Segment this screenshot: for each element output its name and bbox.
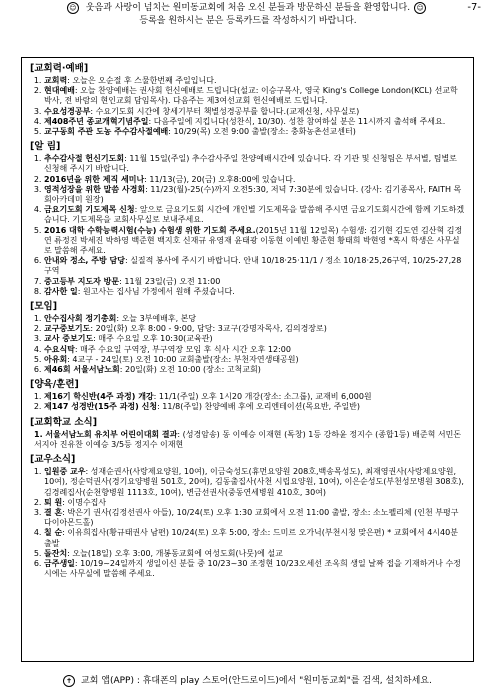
item-title: 제46회 서울서남노회: [44, 365, 120, 375]
item-title: 교회력: [44, 76, 68, 85]
church-app-icon: ✝: [63, 675, 75, 687]
section-title: [교회력·예배]: [30, 63, 89, 74]
section: [30, 63, 465, 137]
item-title: 금요기도회 기도제목 신청: [44, 205, 135, 215]
item-title: 제16기 학신반(4주 과정) 개강: [44, 392, 154, 402]
item-title: 결 혼: [44, 507, 63, 517]
smile-icon: ☺: [67, 2, 79, 14]
item-title: 안수집사회 정기총회: [44, 314, 117, 324]
list-item: [44, 175, 465, 185]
item-title: 중고등부 지도자 방문: [44, 276, 120, 286]
list-item: [44, 154, 465, 174]
item-text: : 20일(화) 오후 8:00 - 9:00, 담당: 3교구(강명자목사, 김의경장로): [90, 324, 327, 334]
item-text: : 11/23(월)-25(수)까지 오전5:30, 저녁 7:30분에 있습니다. (강사: 김기종목사, FAITH 목회아카데미 원장): [44, 184, 462, 205]
smile-icon: ☺: [414, 2, 426, 14]
item-text: : 오늘 찬양예배는 권사회 헌신예배로 드립니다(설교: 이승구목사, 영국 King's College London(KCL) 선교학박사, 전 바람의 현인교회 담임목사). 다음주는 제3여선교회 헌신예배로 드립니다.: [44, 86, 458, 106]
app-footer: [0, 673, 495, 687]
section: [30, 301, 465, 375]
item-title: 수요식탁: [44, 344, 75, 354]
list-item: [44, 277, 465, 287]
item-text: : 매주 수요일 오후 10:30(교육관): [93, 334, 213, 344]
list-item: [44, 256, 465, 276]
list-item: [44, 314, 465, 324]
list-item: [44, 334, 465, 344]
welcome-line-1: 웃음과 사랑이 넘치는 원미동교회에 처음 오신 분들과 방문하신 분들을 환영합니다.: [85, 3, 411, 13]
item-title: 교구중보기도: [44, 324, 91, 334]
list-item: [44, 117, 465, 127]
item-title: 교구동회 주관 도농 주수감사절예배: [44, 127, 169, 137]
section: [30, 379, 465, 412]
item-title: 추수감사절 헌신기도회: [44, 154, 125, 164]
section: [30, 141, 465, 297]
list-item: [44, 392, 465, 402]
item-title: 1. 서울서남노회 유치부 어린이대회 결과: [34, 429, 178, 439]
list-item: [44, 345, 465, 355]
section-title: [알 림]: [30, 141, 61, 153]
list-item: [44, 355, 465, 365]
welcome-line-2: 등록을 원하시는 분은 등록카드를 작성하시기 바랍니다.: [139, 16, 357, 26]
item-title: 퇴 원: [44, 497, 63, 507]
section-title: [교회학교 소식]: [30, 416, 98, 428]
item-text: : 11월 15일(주일) 추수감사주일 찬양예배시간에 있습니다. 각 기관 및 신청팀은 부서별, 팀별로 신청해 주시기 바랍니다.: [44, 154, 457, 174]
item-text: : 박은기 권사(김정선권사 아들), 10/24(토) 오후 1:30 교회에서 오전 11:00 출발, 장소: 소노펠리체 (인천 부평구 다이아몬드홀): [44, 507, 459, 528]
welcome-header: [8, 2, 488, 28]
item-title: 교사 중보기도: [44, 334, 94, 344]
item-text: : 이유희집사(황규태권사 남편) 10/24(토) 오후 5:00, 장소: 드미르 오가닉(부천시청 맞은편) * 교회에서 4시40분 출발: [44, 528, 458, 548]
item-text: : 10/19~24일까지 생일이신 분들 중 10/23~30 조정현 10/23오세선 조옥희 생일 날짜 접을 기재하거나 수정시에는 사무실에 말씀해 주세요.: [44, 558, 461, 579]
item-title: 금주생일: [44, 558, 75, 568]
item-text: : 20일(화) 오전 10:00 (장소: 고척교회): [119, 365, 261, 375]
list-item: [44, 559, 465, 579]
item-text: : 11/8(주일) 찬양예배 후에 오리엔테이션(목요반, 주일반): [157, 402, 361, 412]
section-list: [30, 430, 465, 450]
item-title: 수요성경공부: [44, 106, 91, 116]
item-title: 돌잔치: [44, 548, 68, 558]
list-item: [44, 508, 465, 528]
item-text: : 앞으로 금요기도회 시간에 개인별 기도제목을 말씀해 주시면 금요기도회시간에 함께 기도하겠습니다. 기도제목을 교회사무실로 보내주세요.: [44, 205, 465, 225]
section-title: [모임]: [30, 301, 58, 313]
item-text: : 11/13(금), 20(금) 오후8:00에 있습니다.: [144, 174, 296, 184]
item-text: : 오늘은 오순절 후 스물한번째 주일입니다.: [67, 76, 217, 85]
list-item: [44, 86, 465, 106]
list-item: [44, 185, 465, 205]
section-list: [30, 392, 465, 412]
item-text: : 11월 23일(금) 오전 11:00: [119, 276, 221, 286]
item-title: 제147 성경반(15주 과정) 신청: [44, 402, 158, 412]
item-title: 2016년을 위한 제직 세미나: [44, 174, 145, 184]
item-title: 안내와 정소, 주방 담당: [44, 256, 125, 266]
list-item: [44, 226, 465, 257]
item-text: (2015년 11월 12일목) 수험생: 김기현 김도연 김산혁 김정연 류정진 박세진 박하영 백준현 백지호 신재규 유영재 윤태광 이동현 이예빈 황준현 황태희 박현영 *혹시 학생은 사무실로 말씀해 주세요.: [44, 225, 463, 256]
item-text: : 성재순권사(사랑제요양원, 10여), 이금숙성도(휴먼요양원 208호,백송목성도), 최재영권사(사랑제요양원, 10여), 정순덕권사(경기요양병원 501호, 20여), 김동출집사(사천 시립요양원, 10여), 이은순성도(부천성모병원 308호), 김경례집사(순천향병원 1113호, 10여), 변금선권사(중동연세병원 410호, 30여): [44, 467, 464, 497]
item-text: : 4교구 - 24일(토) 오전 10:00 교회출발(장소: 부천자연생태공원): [67, 354, 299, 364]
item-text: : 10/29(목) 오전 9:00 출발(장소: 충화농촌선교센터): [168, 127, 356, 137]
list-item: [44, 127, 465, 137]
list-item: [44, 205, 465, 225]
section-list: [30, 467, 465, 579]
list-item: [44, 528, 465, 548]
item-text: : 11/1(주일) 오후 1시20 개강(장소: 소그룹), 교재비 6,000원: [153, 392, 372, 402]
item-text: : 오늘(18일) 오후 3:00, 개봉동교회에 여성도회(나뭇)에 설교: [67, 548, 283, 558]
list-item: [44, 287, 465, 297]
list-item: [44, 365, 465, 375]
item-text: : 다음주일에 지킵니다(성찬식, 10/30). 성찬 참여하실 분은 11시까지 출석해 주세요.: [148, 116, 446, 126]
item-text: : 실질적 봉사에 주시기 바랍니다. 안내 10/18·25·11/1 / 정소 10/18·25,26구역, 10/25-27,28구역: [44, 256, 462, 276]
item-title: 아유회: [44, 354, 68, 364]
item-text: : 이명수집사: [62, 497, 107, 507]
section-title: [양육/훈련]: [30, 379, 79, 391]
item-title: 현대예배: [44, 86, 75, 96]
item-text: : 오늘 3부예배후, 본당: [116, 314, 197, 324]
section-list: [30, 154, 465, 297]
list-item: [44, 107, 465, 117]
item-title: 칠 순: [44, 528, 63, 538]
section: [30, 417, 465, 450]
list-item: [34, 430, 465, 450]
item-text: : (성경암송) 동 이예승 이재현 (독창) 1등 강하윤 정지수 (종합1등) 배준혁 서민돈 서지아 진유찬 이예승 3/5등 정지수 이재현: [34, 429, 462, 449]
list-item: [44, 402, 465, 412]
list-item: [44, 549, 465, 559]
list-item: [44, 324, 465, 334]
section-title: [교우소식]: [30, 454, 76, 466]
section: [30, 454, 465, 579]
section-list: [30, 76, 465, 137]
item-title: 제408주년 종교개혁기념주일: [44, 116, 149, 126]
footer-text: 교회 앱(APP) : 휴대폰의 play 스토어(안드로이드)에서 "원미동교회"를 검색, 설치하세요.: [81, 676, 432, 686]
item-title: 2016 대학 수학능력시험(수능) 수험생 위한 기도회 주세요.: [44, 225, 256, 235]
item-text: : 원고사는 집사님 가정에서 원해 주셨습니다.: [77, 286, 235, 296]
announcements-frame: [21, 57, 474, 662]
item-text: : 매주 수요일 구역장, 부구역장 모임 후 식사 시간 오후 12:00: [74, 344, 291, 354]
item-title: 감사한 일: [44, 286, 78, 296]
list-item: [44, 467, 465, 498]
item-title: 영적성장을 위한 말씀 사경회: [44, 184, 146, 194]
page-number: -7-: [467, 2, 481, 13]
item-title: 입원중 교우: [44, 467, 86, 477]
section-list: [30, 314, 465, 375]
list-item: [44, 498, 465, 508]
item-text: : 수요기도회 시간에 창세기부터 책별성경공부를 합니다.(교재신청, 사무실로): [90, 106, 360, 116]
list-item: [44, 76, 465, 86]
